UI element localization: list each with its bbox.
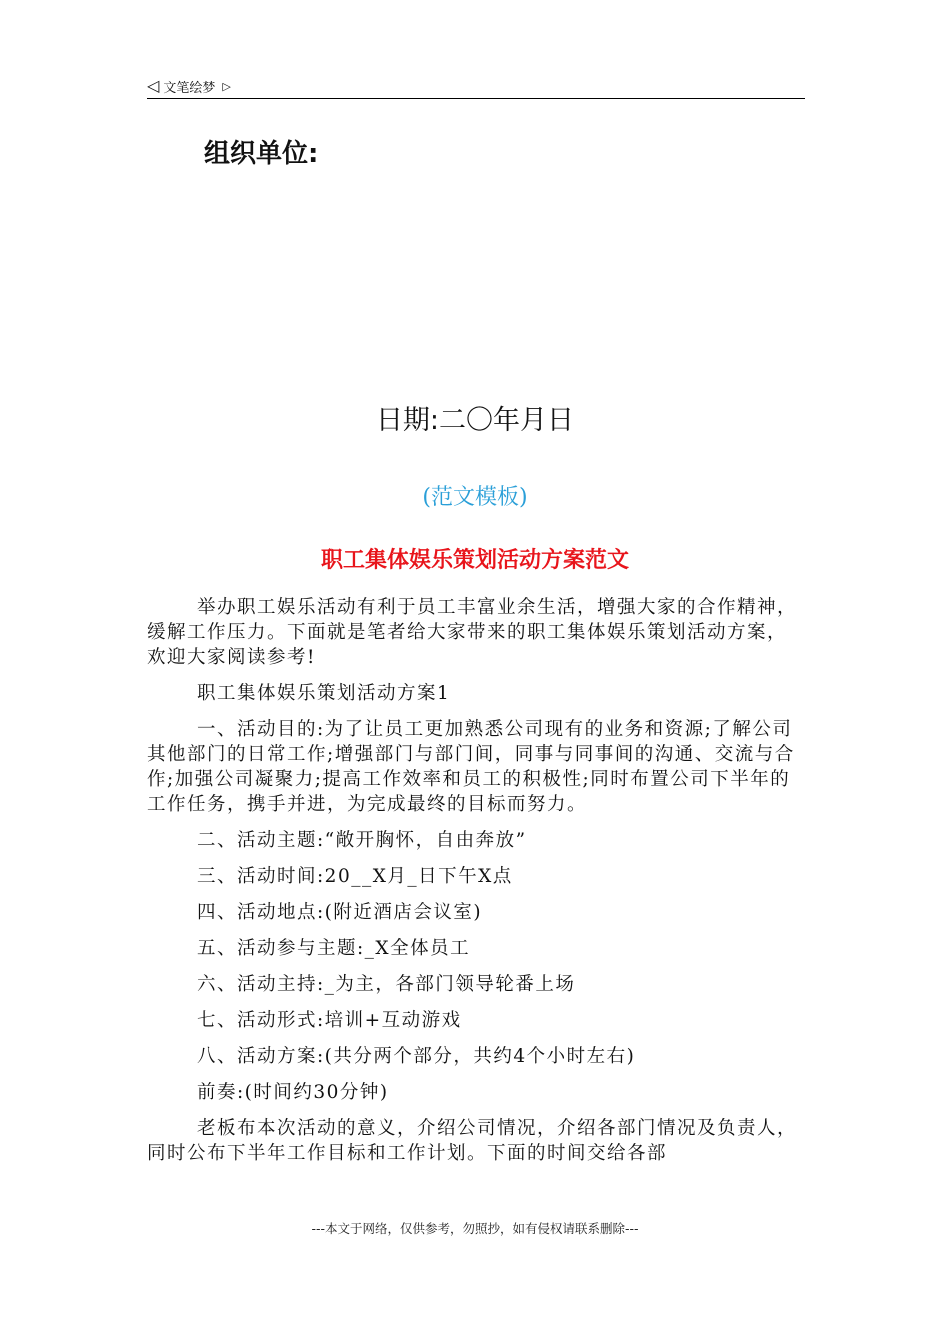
paragraph: 八、活动方案:(共分两个部分，共约4个小时左右) (196, 1046, 636, 1067)
paragraph: 职工集体娱乐策划活动方案1 (196, 683, 451, 704)
paragraph: 一、活动目的:为了让员工更加熟悉公司现有的业务和资源;了解公司其他部门的日常工作;增强部门与部门间，同事与同事间的沟通、交流与合作;加强公司凝聚力;提高工作效率和员工的积极性;同时布置公司下半年的工作任务，携手并进，为完成最终的目标而努力。 (147, 719, 795, 815)
org-label: 组织单位: (204, 139, 319, 169)
page-footer: ---本文于网络，仅供参考，勿照抄，如有侵权请联系删除--- (311, 1221, 639, 1236)
paragraph: 六、活动主持:_为主，各部门领导轮番上场 (196, 974, 576, 995)
header-brand: 文笔绘梦 (163, 80, 216, 96)
document-title: 职工集体娱乐策划活动方案范文 (320, 548, 629, 573)
right-triangle-icon: ▷ (222, 79, 231, 93)
document-body (147, 595, 805, 1177)
page-header (147, 74, 805, 99)
paragraph: 前奏:(时间约30分钟) (196, 1082, 389, 1103)
paragraph: 二、活动主题:“敞开胸怀，自由奔放” (196, 830, 527, 851)
paragraph: 四、活动地点:(附近酒店会议室) (196, 902, 483, 923)
paragraph: 三、活动时间:20__X月_日下午X点 (196, 866, 513, 887)
paragraph: 举办职工娱乐活动有利于员工丰富业余生活，增强大家的合作精神，缓解工作压力。下面就是笔者给大家带来的职工集体娱乐策划活动方案，欢迎大家阅读参考! (147, 597, 797, 668)
paragraph: 七、活动形式:培训+互动游戏 (196, 1010, 462, 1031)
template-tag: (范文模板) (422, 485, 528, 510)
left-triangle-icon: ◁ (147, 76, 160, 95)
paragraph: 老板布本次活动的意义，介绍公司情况，介绍各部门情况及负责人，同时公布下半年工作目标和工作计划。下面的时间交给各部 (147, 1118, 797, 1164)
date-line: 日期:二〇年月日 (375, 405, 575, 436)
paragraph: 五、活动参与主题:_X全体员工 (196, 938, 471, 959)
